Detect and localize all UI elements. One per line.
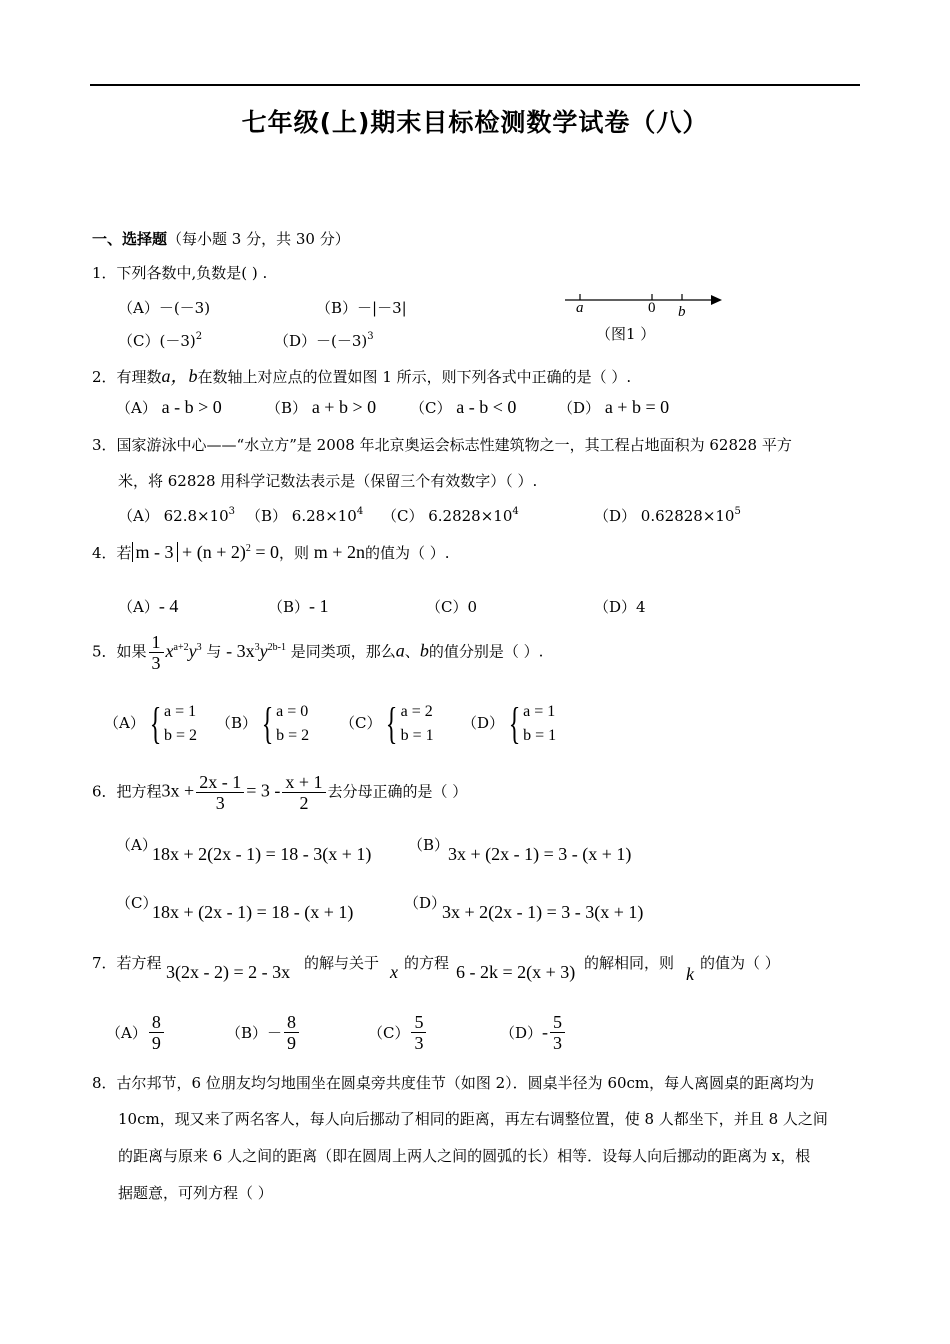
q2-stem: 2．有理数a，b在数轴上对应点的位置如图 1 所示，则下列各式中正确的是（ ）. xyxy=(92,366,632,386)
q8-line3: 的距离与原来 6 人之间的距离（即在圆周上两人之间的圆弧的长）相等．设每人向后挪动的距离为 x，根 xyxy=(118,1147,811,1165)
q7-option-d: （D）- $\frac{5}{3}$ xyxy=(500,1012,567,1053)
q7-option-b: （B）－ $\frac{8}{9}$ xyxy=(226,1012,301,1053)
q5-option-d: （D） { a = 1 b = 1 xyxy=(462,699,557,748)
q6-stem: 6．把方程3x + $\frac{2x - 1}{3}$ = 3 - $\frac{x + 1}{2}$ 去分母正确的是（ ） xyxy=(92,772,468,813)
q7-stem-mid2: 的方程 xyxy=(404,954,450,972)
q8-line1: 8．古尔邦节，6 位朋友均匀地围坐在圆桌旁共度佳节（如图 2）．圆桌半径为 60cm，每人离圆桌的距离均为 xyxy=(92,1074,815,1092)
q8-line2: 10cm，现又来了两名客人，每人向后挪动了相同的距离，再左右调整位置，使 8 人都坐下，并且 8 人之间 xyxy=(118,1110,828,1128)
q6-option-b-label: （B） xyxy=(408,836,450,854)
label-a: a xyxy=(576,300,584,316)
q4-stem: 4．若 $m - 3 + (n + 2)^2 = 0$，则 m + 2n的值为（ ）. xyxy=(92,542,450,562)
top-rule xyxy=(90,84,860,86)
q4-option-b: （B）- 1 xyxy=(268,596,329,616)
q2-option-d: （D） a + b = 0 xyxy=(558,397,670,417)
q2-option-a: （A） a - b > 0 xyxy=(116,397,222,417)
q7-stem-mid3: 的解相同，则 xyxy=(584,954,675,972)
q3-line2: 米，将 62828 用科学记数法表示是（保留三个有效数字）（ ）. xyxy=(118,472,538,490)
q3-option-a: （A） $62.8\times 10^3$ xyxy=(118,506,236,525)
q2-option-b: （B） a + b > 0 xyxy=(266,397,377,417)
q7-option-a: （A） $\frac{8}{9}$ xyxy=(106,1012,166,1053)
q6-option-a-label: （A） xyxy=(116,836,157,854)
q6-option-c: 18x + (2x - 1) = 18 - (x + 1) xyxy=(152,902,354,922)
q6-option-b: 3x + (2x - 1) = 3 - (x + 1) xyxy=(448,844,632,864)
q3-option-c: （C） $6.2828\times 10^4$ xyxy=(382,506,519,525)
q6-option-c-label: （C） xyxy=(116,894,158,912)
q5-option-c: （C） { a = 2 b = 1 xyxy=(340,699,434,748)
figure1-caption: （图1 ） xyxy=(596,325,656,343)
q4-option-d: （D）4 xyxy=(594,598,646,616)
q7-eq2: 6 - 2k = 2(x + 3) xyxy=(456,962,576,982)
q1-option-c: $(C)(-3)^2$ xyxy=(118,331,203,350)
q7-option-c: （C） $\frac{5}{3}$ xyxy=(368,1012,428,1053)
q1-stem: 1．下列各数中,负数是( ) . xyxy=(92,264,268,282)
page-title: 七年级(上)期末目标检测数学试卷（八） xyxy=(241,108,709,137)
section-heading xyxy=(92,228,350,249)
label-0: 0 xyxy=(648,300,656,316)
number-line-arrow xyxy=(711,295,722,305)
q5-fraction: $\frac{1}{3}$ xyxy=(149,632,164,673)
q5-option-a: （A） { a = 1 b = 2 xyxy=(104,699,197,748)
q6-option-a: 18x + 2(2x - 1) = 18 - 3(x + 1) xyxy=(152,844,372,864)
q2-option-c: （C） a - b < 0 xyxy=(410,397,517,417)
q7-eq1: 3(2x - 2) = 2 - 3x xyxy=(166,962,291,982)
q3-option-d: （D） $0.62828\times 10^5$ xyxy=(594,506,741,525)
q8-line4: 据题意，可列方程（ ） xyxy=(118,1184,273,1202)
q7-stem-post: 的值为（ ） xyxy=(700,954,780,972)
q7-var-x: x xyxy=(390,962,398,982)
q1-option-a: （A）－(－3) xyxy=(118,299,211,317)
q3-line1: 3．国家游泳中心——“水立方”是 2008 年北京奥运会标志性建筑物之一，其工程占地面积为 62828 平方 xyxy=(92,436,792,454)
q4-option-c: （C）0 xyxy=(426,598,478,616)
q4-option-a: （A）- 4 xyxy=(118,596,179,616)
abs-value: m - 3 xyxy=(132,542,178,562)
q7-stem-pre: 7．若方程 xyxy=(92,954,162,972)
q5-option-b: （B） { a = 0 b = 2 xyxy=(216,699,310,748)
q1-option-d: $(D)-(-3)^3$ xyxy=(274,331,374,350)
section-note: （每小题 3 分，共 30 分） xyxy=(167,230,350,248)
label-b: b xyxy=(678,304,686,320)
q7-var-k: k xyxy=(686,964,694,984)
q3-option-b: （B） $6.28\times 10^4$ xyxy=(246,506,364,525)
q1-option-b: （B）－|－3| xyxy=(316,299,407,317)
q7-stem-mid: 的解与关于 xyxy=(304,954,380,972)
q6-option-d: 3x + 2(2x - 1) = 3 - 3(x + 1) xyxy=(442,902,644,922)
q5-stem: 5．如果 $\frac{1}{3}$ $x^{a+2}y^3$ 与 - $3x^3y^{2b-1}$ 是同类项，那么a、b的值分别是（ ）. xyxy=(92,632,544,673)
section-title: 一、选择题 xyxy=(92,230,168,248)
q6-option-d-label: （D） xyxy=(404,894,447,912)
